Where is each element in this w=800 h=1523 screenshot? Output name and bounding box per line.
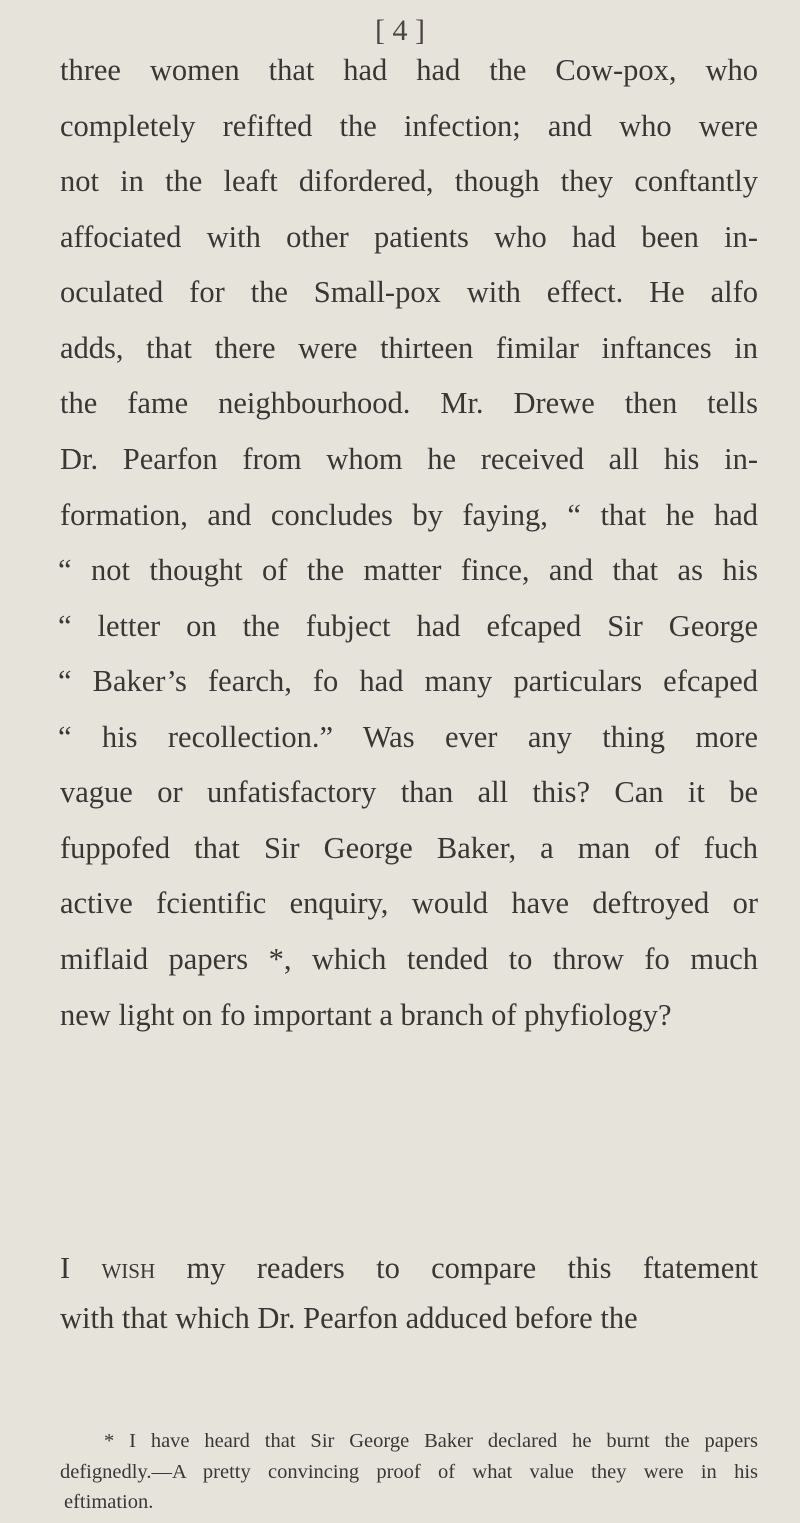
body-line: not in the leaft difordered, though they conftantly <box>60 164 758 198</box>
body-line: completely refifted the infection; and who were <box>60 109 758 143</box>
body-line: “ not thought of the matter fince, and that as his <box>58 553 758 587</box>
footnote-line: eftimation. <box>64 1491 154 1513</box>
body-line: miflaid papers *, which tended to throw fo much <box>60 942 758 976</box>
body-line: vague or unfatisfactory than all this? Can it be <box>60 775 758 809</box>
page-number: [ 4 ] <box>375 14 425 47</box>
paragraph-2-line-1-rest: my readers to compare this ftatement <box>186 1251 758 1285</box>
paragraph-2-line-1 <box>0 1253 800 1284</box>
body-line: three women that had had the Cow-pox, who <box>60 53 758 87</box>
body-line: adds, that there were thirteen fimilar inftances in <box>60 331 758 365</box>
body-line: the fame neighbourhood. Mr. Drewe then tells <box>60 386 758 420</box>
body-line: fuppofed that Sir George Baker, a man of fuch <box>60 831 758 865</box>
body-line: new light on fo important a branch of phyfiology? <box>60 998 672 1032</box>
body-line: affociated with other patients who had been in- <box>60 220 758 254</box>
small-caps-word: wish <box>101 1251 156 1285</box>
body-line: formation, and concludes by faying, “ that he had <box>60 498 758 532</box>
paragraph-2-line-2: with that which Dr. Pearfon adduced before the <box>60 1301 638 1335</box>
body-line: “ his recollection.” Was ever any thing more <box>58 720 758 754</box>
footnote-line: * I have heard that Sir George Baker declared he burnt the papers <box>104 1430 758 1452</box>
body-line: Dr. Pearfon from whom he received all his in- <box>60 442 758 476</box>
body-line: “ Baker’s fearch, fo had many particulars efcaped <box>58 664 758 698</box>
body-line: “ letter on the fubject had efcaped Sir George <box>58 609 758 643</box>
drop-cap: I <box>60 1251 71 1285</box>
body-line: active fcientific enquiry, would have deftroyed or <box>60 886 758 920</box>
footnote-line: defignedly.—A pretty convincing proof of what value they were in his <box>60 1461 758 1483</box>
body-line: oculated for the Small-pox with effect. He alfo <box>60 275 758 309</box>
